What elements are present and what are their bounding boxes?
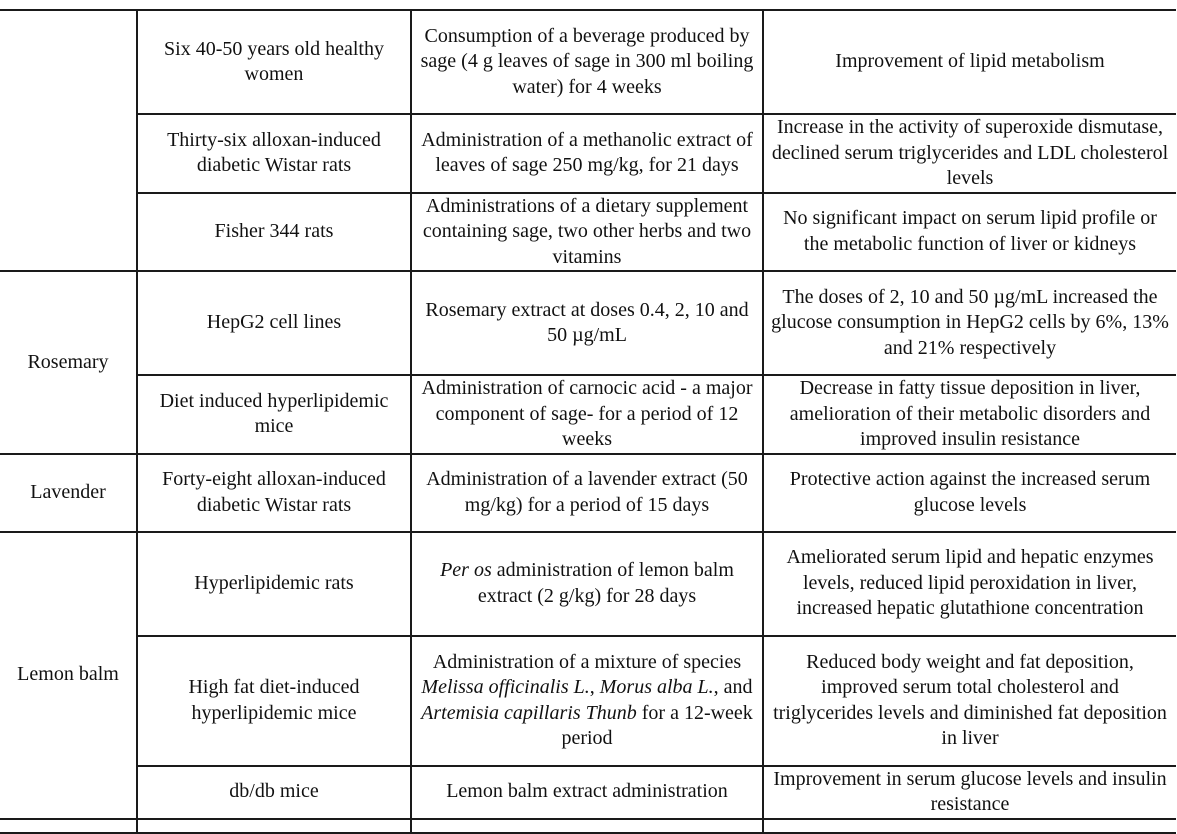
empty-cell <box>411 819 763 833</box>
model-cell: HepG2 cell lines <box>137 271 411 375</box>
intervention-cell <box>411 532 763 636</box>
table-row <box>0 636 1176 766</box>
species-name: Melissa officinalis L. <box>421 676 590 698</box>
table-row <box>0 271 1176 375</box>
herb-effects-table <box>0 9 1176 834</box>
empty-cell <box>0 819 137 833</box>
outcome-cell: Increase in the activity of superoxide dismutase, declined serum triglycerides and LDL cholesterol levels <box>763 114 1176 193</box>
table-row <box>0 766 1176 819</box>
outcome-cell: The doses of 2, 10 and 50 µg/mL increased the glucose consumption in HepG2 cells by 6%, 13% and 21% respectively <box>763 271 1176 375</box>
model-cell: db/db mice <box>137 766 411 819</box>
table-row <box>0 532 1176 636</box>
model-cell: Thirty-six alloxan-induced diabetic Wistar rats <box>137 114 411 193</box>
intervention-text: Administration of a mixture of species <box>432 650 742 673</box>
herb-cell-rosemary: Rosemary <box>0 271 137 454</box>
intervention-cell: Administration of a methanolic extract of leaves of sage 250 mg/kg, for 21 days <box>411 114 763 193</box>
outcome-cell: Improvement of lipid metabolism <box>763 10 1176 114</box>
intervention-text: administration of lemon balm extract (2 g/kg) for 28 days <box>477 559 734 607</box>
table-row <box>0 193 1176 272</box>
herb-cell-lemon-balm: Lemon balm <box>0 532 137 819</box>
outcome-cell: Reduced body weight and fat deposition, improved serum total cholesterol and triglycerides levels and diminished fat deposition in liver <box>763 636 1176 766</box>
table-row <box>0 454 1176 532</box>
table-row-partial <box>0 819 1176 833</box>
outcome-cell: Improvement in serum glucose levels and insulin resistance <box>763 766 1176 819</box>
species-name: Artemisia capillaris Thunb <box>421 701 637 724</box>
table-row <box>0 10 1176 114</box>
intervention-cell: Administrations of a dietary supplement containing sage, two other herbs and two vitamins <box>411 193 763 272</box>
intervention-cell: Rosemary extract at doses 0.4, 2, 10 and 50 µg/mL <box>411 271 763 375</box>
intervention-text: , <box>589 676 600 698</box>
empty-cell <box>137 819 411 833</box>
intervention-cell: Lemon balm extract administration <box>411 766 763 819</box>
model-cell: Diet induced hyperlipidemic mice <box>137 375 411 454</box>
model-cell: Hyperlipidemic rats <box>137 532 411 636</box>
outcome-cell: Protective action against the increased serum glucose levels <box>763 454 1176 532</box>
model-cell: Fisher 344 rats <box>137 193 411 272</box>
outcome-cell: Decrease in fatty tissue deposition in liver, amelioration of their metabolic disorders and improved insulin resistance <box>763 375 1176 454</box>
intervention-text: , and <box>713 676 753 698</box>
italic-text: Per os <box>440 559 492 581</box>
empty-cell <box>763 819 1176 833</box>
outcome-cell: No significant impact on serum lipid profile or the metabolic function of liver or kidneys <box>763 193 1176 272</box>
intervention-cell <box>411 636 763 766</box>
model-cell: Six 40-50 years old healthy women <box>137 10 411 114</box>
herb-cell-sage <box>0 10 137 271</box>
outcome-cell: Ameliorated serum lipid and hepatic enzymes levels, reduced lipid peroxidation in liver, increased hepatic glutathione concentration <box>763 532 1176 636</box>
model-cell: Forty-eight alloxan-induced diabetic Wistar rats <box>137 454 411 532</box>
intervention-cell: Consumption of a beverage produced by sage (4 g leaves of sage in 300 ml boiling water) for 4 weeks <box>411 10 763 114</box>
model-cell: High fat diet-induced hyperlipidemic mice <box>137 636 411 766</box>
table-row <box>0 375 1176 454</box>
table-row <box>0 114 1176 193</box>
intervention-cell: Administration of a lavender extract (50 mg/kg) for a period of 15 days <box>411 454 763 532</box>
species-name: Morus alba L. <box>599 676 714 698</box>
intervention-text: for a 12-week period <box>561 701 753 749</box>
herb-cell-lavender: Lavender <box>0 454 137 532</box>
intervention-cell: Administration of carnocic acid - a major component of sage- for a period of 12 weeks <box>411 375 763 454</box>
